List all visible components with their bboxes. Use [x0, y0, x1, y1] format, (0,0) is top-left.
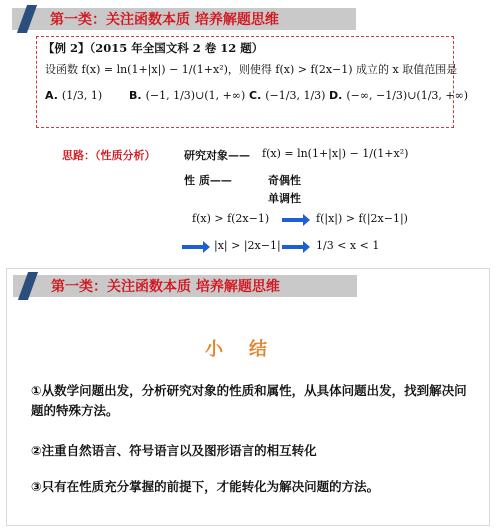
- option-letter: D.: [329, 89, 343, 102]
- option-text: (−1, 1/3)∪(1, +∞): [145, 89, 246, 102]
- right-arrow-icon: [282, 218, 304, 222]
- slide-title: 第一类：关注函数本质 培养解题思维: [51, 279, 280, 295]
- option-text: (1/3, 1): [61, 89, 103, 102]
- slide-title: 第一类：关注函数本质 培养解题思维: [50, 12, 279, 28]
- object-formula: f(x) = ln(1+|x|) − 1/(1+x²): [262, 147, 409, 160]
- option-text: (−1/3, 1/3): [265, 89, 326, 102]
- option-text: (−∞, −1/3)∪(1/3, +∞): [346, 89, 469, 102]
- option-letter: B.: [129, 89, 142, 102]
- object-label: 研究对象——: [184, 149, 250, 162]
- property-parity: 奇偶性: [268, 174, 301, 187]
- step1-left: f(x) > f(2x−1): [192, 212, 270, 225]
- summary-item-1: ①从数学问题出发，分析研究对象的性质和属性，从具体问题出发，找到解决问题的特殊方法。: [31, 383, 467, 418]
- step1-right: f(|x|) > f(|2x−1|): [316, 212, 408, 225]
- property-label: 性 质——: [184, 174, 232, 187]
- option-letter: C.: [249, 89, 262, 102]
- slide-summary: [6, 268, 490, 526]
- example-question: 设函数 f(x) = ln(1+|x|) − 1/(1+x²)，则使得 f(x) > f(2x−1) 成立的 x 取值范围是: [45, 63, 458, 76]
- right-arrow-icon: [182, 245, 204, 249]
- example-label: 【例 2】（2015 年全国文科 2 卷 12 题）: [43, 41, 264, 55]
- option-b: [129, 89, 245, 102]
- thinking-label: 思路：（性质分析）: [62, 149, 156, 162]
- summary-item-2: ②注重自然语言、符号语言以及图形语言的相互转化: [31, 443, 317, 458]
- option-letter: A.: [45, 89, 58, 102]
- summary-item-3: ③只有在性质充分掌握的前提下，才能转化为解决问题的方法。: [31, 479, 380, 494]
- summary-heading: 小结: [205, 339, 293, 360]
- option-c: [249, 89, 325, 102]
- step2-right: 1/3 < x < 1: [316, 239, 380, 252]
- option-a: [45, 89, 102, 102]
- step2-left: |x| > |2x−1|: [214, 239, 281, 252]
- property-monotonicity: 单调性: [268, 192, 301, 205]
- right-arrow-icon: [282, 245, 304, 249]
- option-d: [329, 89, 468, 102]
- slide-example: [6, 2, 490, 258]
- example-box: [36, 36, 469, 128]
